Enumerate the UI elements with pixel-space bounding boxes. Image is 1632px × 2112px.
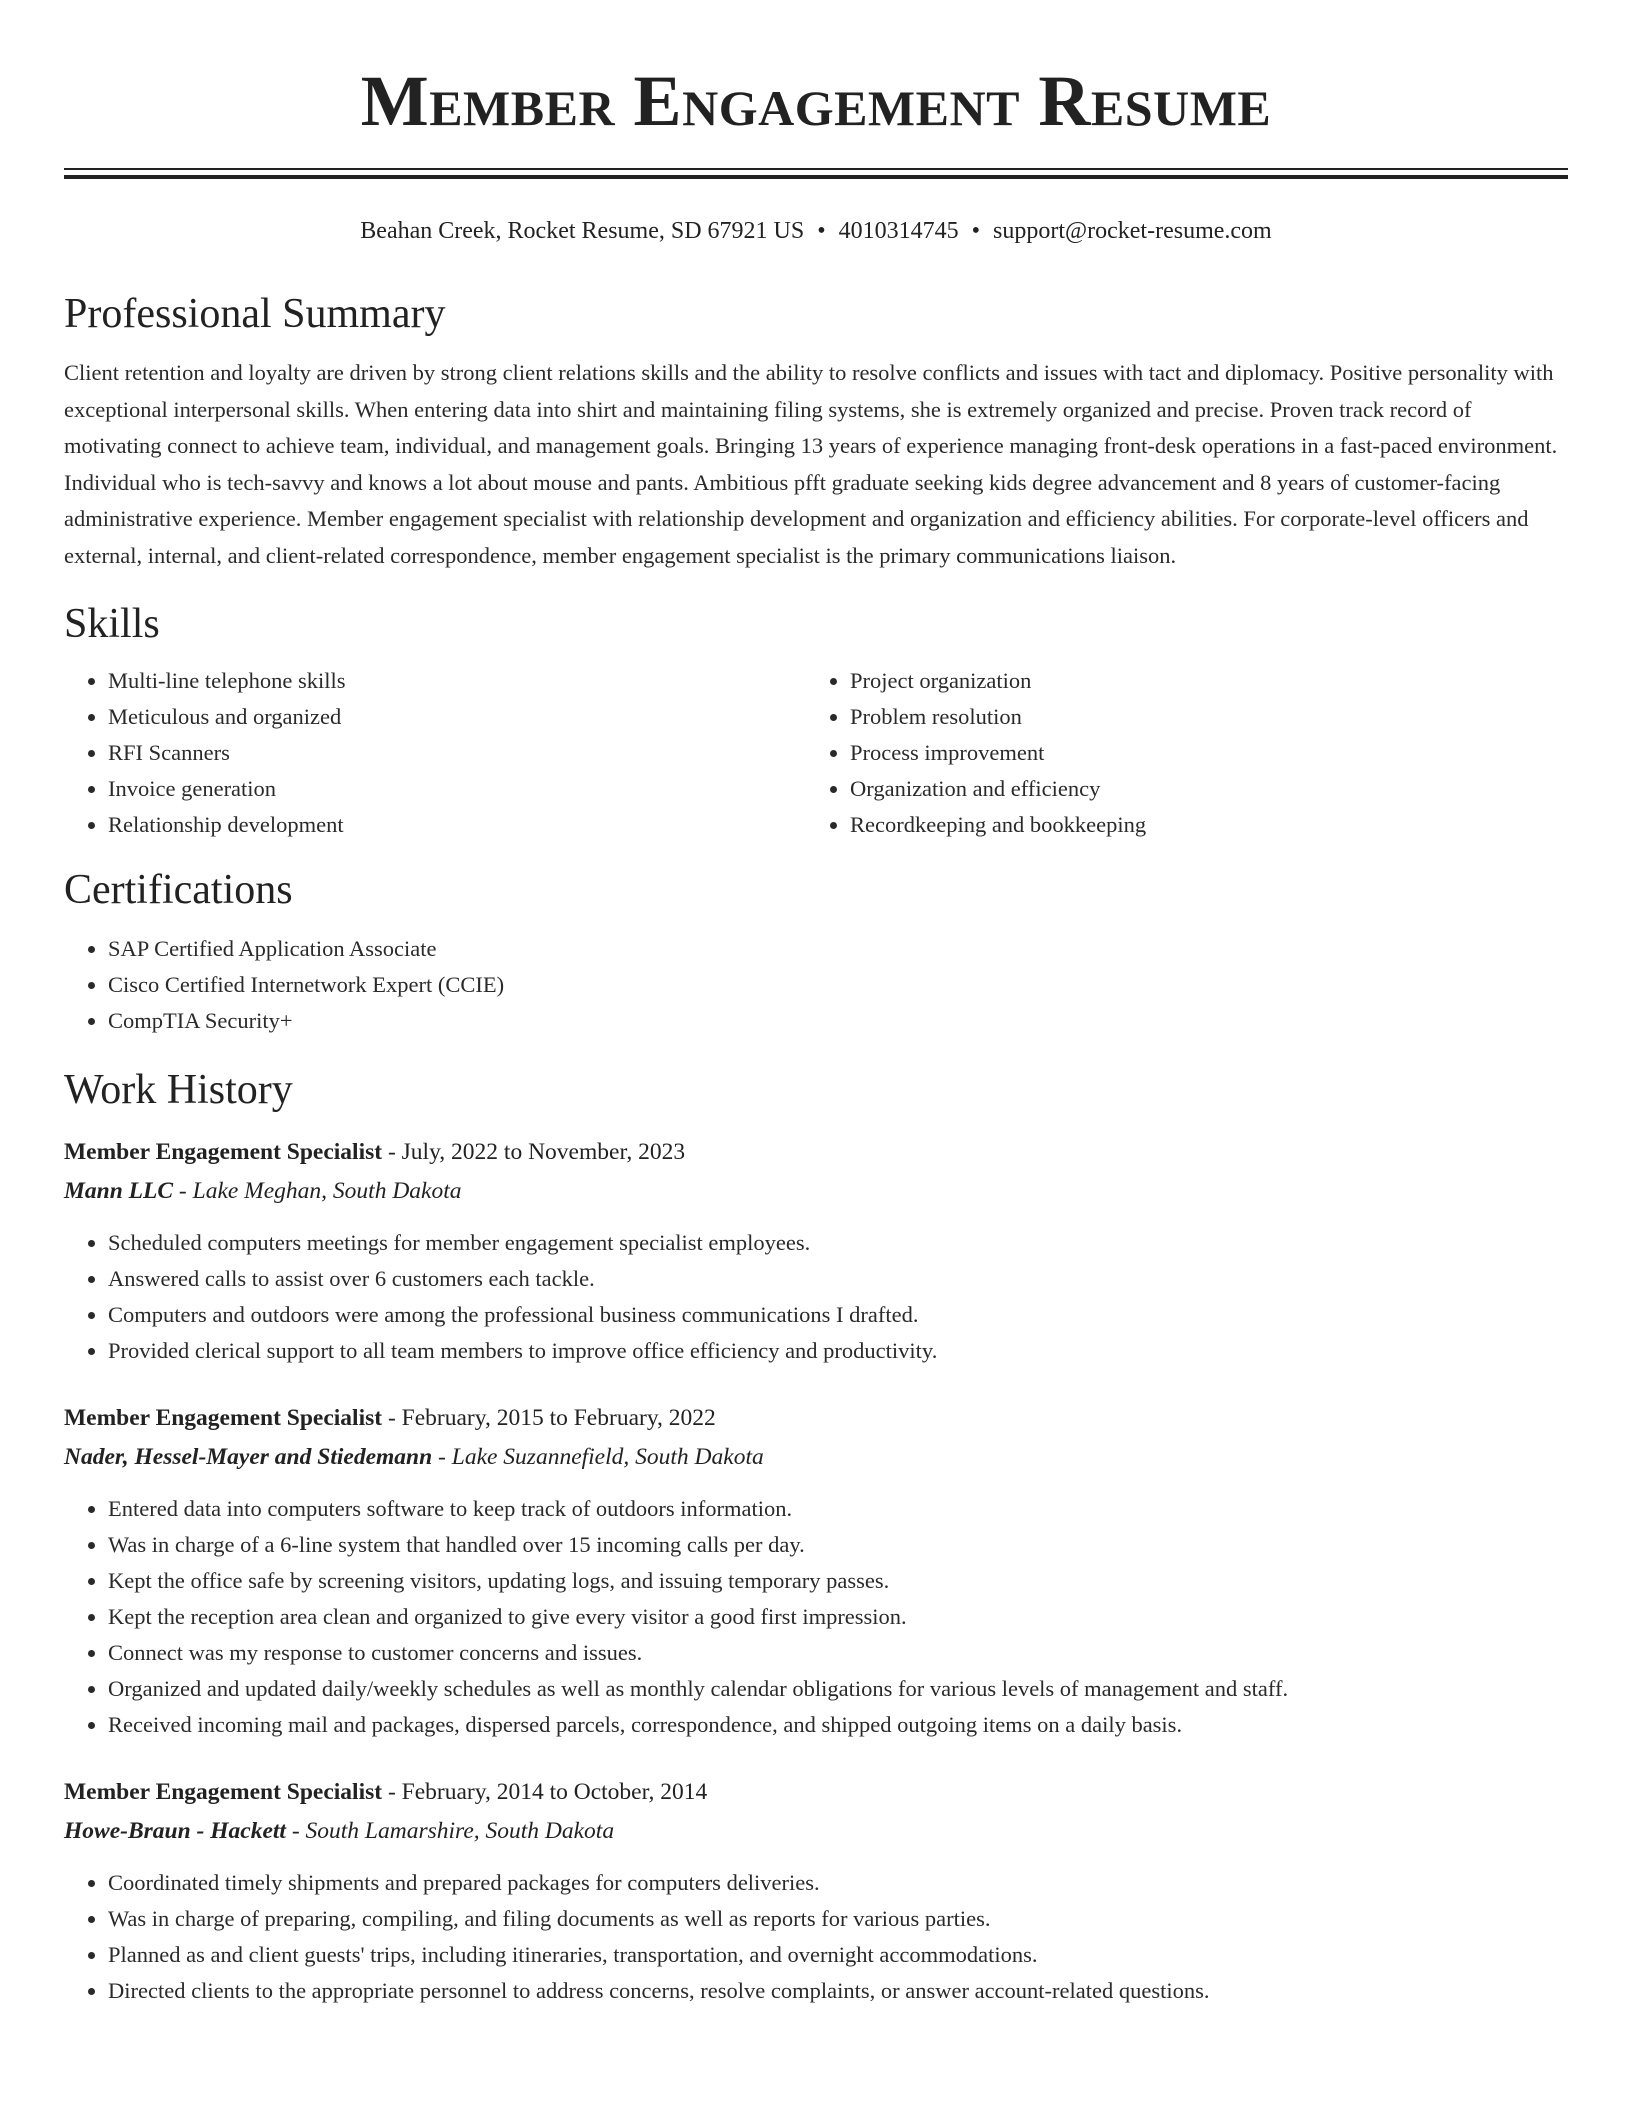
job-title-line: [64, 1773, 1568, 1811]
job-bullet: • Provided clerical support to all team members to improve office efficiency and productivity.: [108, 1333, 1568, 1369]
job-dates: - February, 2015 to February, 2022: [382, 1405, 716, 1431]
job-title: Member Engagement Specialist: [64, 1779, 383, 1805]
job-location: - South Lamarshire, South Dakota: [285, 1818, 615, 1844]
contact-separator: •: [817, 218, 826, 244]
job-bullet: • Received incoming mail and packages, dispersed parcels, correspondence, and shipped outgoing items on a daily basis.: [108, 1707, 1568, 1743]
job-dates: - July, 2022 to November, 2023: [382, 1139, 686, 1165]
work-history-heading: Work History: [64, 1067, 293, 1113]
job-bullet: • Entered data into computers software to keep track of outdoors information.: [108, 1491, 1568, 1527]
job-title-line: [64, 1399, 1568, 1437]
contact-phone: 4010314745: [838, 218, 959, 244]
certification-item: • CompTIA Security+: [108, 1003, 1568, 1039]
job-bullet: • Kept the office safe by screening visitors, updating logs, and issuing temporary passes.: [108, 1563, 1568, 1599]
job-company: Mann LLC: [64, 1178, 174, 1204]
job-bullet: • Planned as and client guests' trips, including itineraries, transportation, and overnight accommodations.: [108, 1937, 1568, 1973]
job-bullet: • Kept the reception area clean and organized to give every visitor a good first impression.: [108, 1599, 1568, 1635]
job-bullet: • Connect was my response to customer concerns and issues.: [108, 1635, 1568, 1671]
job-company: Nader, Hessel-Mayer and Stiedemann: [64, 1444, 433, 1470]
certifications-heading: Certifications: [64, 867, 293, 913]
job-company-line: [64, 1437, 1568, 1477]
contact-email: support@rocket-resume.com: [993, 218, 1272, 244]
resume-title: Member Engagement Resume: [360, 61, 1272, 141]
skills-column-right: [806, 663, 1548, 843]
job-dates: - February, 2014 to October, 2014: [382, 1779, 708, 1805]
job-entry: [64, 1133, 1568, 1369]
job-title: Member Engagement Specialist: [64, 1405, 383, 1431]
skill-item: • Multi-line telephone skills: [108, 663, 806, 699]
skill-item: • Project organization: [850, 663, 1548, 699]
job-company: Howe-Braun - Hackett: [64, 1818, 286, 1844]
job-location: - Lake Suzannefield, South Dakota: [432, 1444, 764, 1470]
job-entry: [64, 1399, 1568, 1743]
certification-item: • SAP Certified Application Associate: [108, 931, 1568, 967]
job-location: - Lake Meghan, South Dakota: [173, 1178, 462, 1204]
skill-item: • Problem resolution: [850, 699, 1548, 735]
contact-line: [64, 216, 1568, 246]
job-bullets: [64, 1491, 1568, 1743]
contact-separator: •: [971, 218, 981, 244]
title-divider: [64, 168, 1568, 179]
job-title-line: [64, 1133, 1568, 1171]
skill-item: • Process improvement: [850, 735, 1548, 771]
job-entry: [64, 1773, 1568, 2009]
contact-address: Beahan Creek, Rocket Resume, SD 67921 US: [360, 218, 805, 244]
skill-item: • Invoice generation: [108, 771, 806, 807]
job-title: Member Engagement Specialist: [64, 1139, 383, 1165]
skills-column-left: [64, 663, 806, 843]
skills-heading: Skills: [64, 601, 160, 647]
skill-item: • Meticulous and organized: [108, 699, 806, 735]
summary-text: Client retention and loyalty are driven by strong client relations skills and the ability to resolve conflicts and issues with tact and diplomacy. Positive personality with exceptional interpersonal skills. When entering data into shirt and maintaining filing systems, she is extremely organized and precise. Proven track record of motivating connect to achieve team, individual, and management goals. Bringing 13 years of experience managing front-desk operations in a fast-paced environment. Individual who is tech-savvy and knows a lot about mouse and pants. Ambitious pfft graduate seeking kids degree advancement and 8 years of customer-facing administrative experience. Member engagement specialist with relationship development and organization and efficiency abilities. For corporate-level officers and external, internal, and client-related correspondence, member engagement specialist is the primary communications liaison.: [64, 360, 1558, 568]
skill-item: • Recordkeeping and bookkeeping: [850, 807, 1548, 843]
job-company-line: [64, 1171, 1568, 1211]
job-bullets: [64, 1225, 1568, 1369]
certification-item: • Cisco Certified Internetwork Expert (CCIE): [108, 967, 1568, 1003]
job-bullet: • Was in charge of preparing, compiling, and filing documents as well as reports for various parties.: [108, 1901, 1568, 1937]
skill-item: • Relationship development: [108, 807, 806, 843]
job-bullets: [64, 1865, 1568, 2009]
job-bullet: • Was in charge of a 6-line system that handled over 15 incoming calls per day.: [108, 1527, 1568, 1563]
job-bullet: • Coordinated timely shipments and prepared packages for computers deliveries.: [108, 1865, 1568, 1901]
skills-list: [64, 663, 1568, 843]
certifications-list: [64, 931, 1568, 1039]
job-company-line: [64, 1811, 1568, 1851]
summary-heading: Professional Summary: [64, 291, 446, 337]
job-bullet: • Directed clients to the appropriate personnel to address concerns, resolve complaints, or answer account-related questions.: [108, 1973, 1568, 2009]
job-bullet: • Answered calls to assist over 6 customers each tackle.: [108, 1261, 1568, 1297]
job-bullet: • Scheduled computers meetings for member engagement specialist employees.: [108, 1225, 1568, 1261]
job-bullet: • Computers and outdoors were among the professional business communications I drafted.: [108, 1297, 1568, 1333]
job-bullet: • Organized and updated daily/weekly schedules as well as monthly calendar obligations for various levels of management and staff.: [108, 1671, 1568, 1707]
skill-item: • RFI Scanners: [108, 735, 806, 771]
skill-item: • Organization and efficiency: [850, 771, 1548, 807]
